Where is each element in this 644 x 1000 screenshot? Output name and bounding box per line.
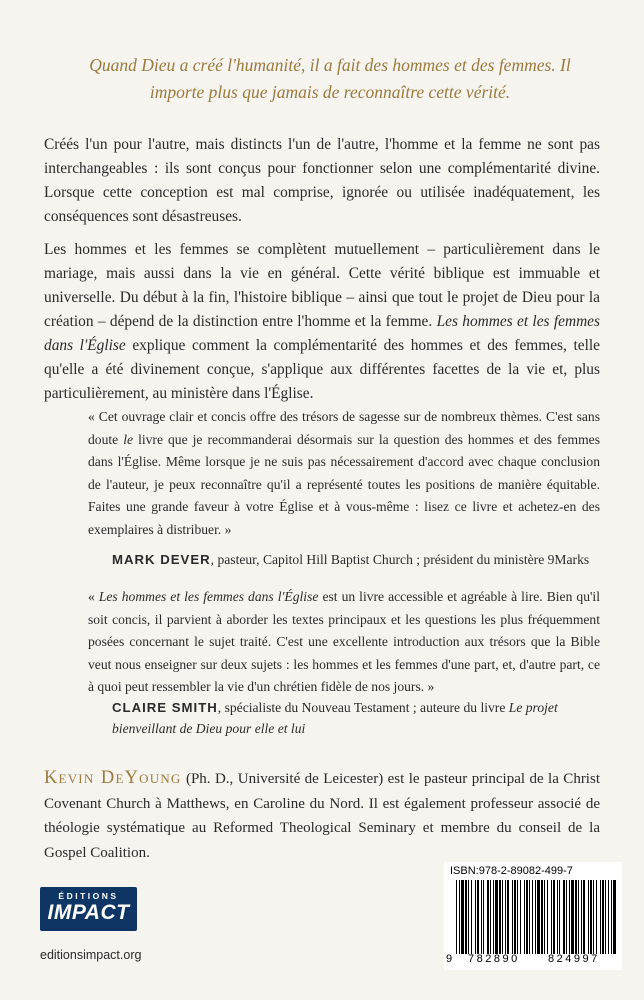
author-name: Kevin DeYoung	[44, 768, 182, 788]
author-bio-text: (Ph. D., Université de Leicester) est le pasteur principal de la Christ Covenant Church à Matthews, en Caroline du Nord. Il est également professeur associé de théologie systématique au Reformed Theological Seminary et membre du conseil de la Gospel Coalition.	[44, 771, 600, 861]
logo-bottom-text: IMPACT	[47, 901, 130, 924]
endorser-desc-2: , spécialiste du Nouveau Testament ; auteure du livre	[217, 700, 509, 715]
endorser-desc-1: , pasteur, Capitol Hill Baptist Church ; président du ministère 9Marks	[210, 552, 590, 567]
quote1-text-b: livre que je recommanderai désormais sur la question des hommes et des femmes dans l'Église. Même lorsque je ne suis pas nécessairement d'accord avec chaque conclusion de l'auteur, je peux reconnaître qu'il a représenté toutes les positions de manière équitable. Faites une grande faveur à votre Église et à vous-même : lisez ce livre et achetez-en des exemplaires à distribuer. »	[88, 431, 600, 537]
description-text-1: Les hommes et les femmes se complètent mutuellement – particulièrement dans le mariage, mais aussi dans la vie en général. Cette vérité biblique est immuable et universelle. Du début à la fin, l'histoire biblique – ainsi que tout le projet de Dieu pour la création – dépend de la distinction entre l'homme et la femme.	[44, 241, 600, 330]
description-paragraph	[44, 238, 600, 406]
quote2-open: «	[88, 589, 99, 604]
book-title: Les hommes et les femmes dans l'Église	[44, 313, 601, 354]
endorser-name-2: CLAIRE SMITH	[112, 700, 218, 715]
quote1-text-a: « Cet ouvrage clair et concis offre des trésors de sagesse sur de nombreux thèmes. C'est sans doute	[88, 409, 600, 447]
endorser-book-2: Le projet bienveillant de Dieu pour elle et lui	[112, 700, 558, 736]
barcode-digits-3: 824997	[548, 953, 600, 965]
isbn-label: ISBN:978-2-89082-499-7	[450, 865, 573, 877]
author-bio	[44, 766, 600, 865]
quote2-book-title: Les hommes et les femmes dans l'Église	[98, 589, 319, 604]
barcode-digits-2: 782890	[468, 953, 520, 965]
barcode-digit-1: 9	[446, 953, 453, 965]
intro-paragraph: Créés l'un pour l'autre, mais distincts l'un de l'autre, l'homme et la femme ne sont pas interchangeables : ils sont conçus pour fonctionner selon une complémentarité divine. Lorsque cette conception est mal comprise, ignorée ou utilisée inadéquatement, les conséquences sont désastreuses.	[44, 136, 600, 225]
endorsement-attribution-2	[112, 697, 600, 739]
endorsement-quote-1	[88, 406, 600, 541]
tagline: Quand Dieu a créé l'humanité, il a fait des hommes et des femmes. Il importe plus que jamais de reconnaître cette vérité.	[89, 55, 571, 102]
endorsement-attribution-1	[112, 549, 612, 570]
publisher-website[interactable]: editionsimpact.org	[40, 948, 142, 962]
quote1-emphasis: le	[123, 431, 134, 447]
endorsement-quote-2	[88, 586, 600, 699]
description-text-2: explique comment la complémentarité des hommes et des femmes, telle qu'elle a été divinement conçue, s'applique aux différentes facettes de la vie et, plus particulièrement, au ministère dans l'Église.	[44, 337, 600, 402]
quote2-text: est un livre accessible et agréable à lire. Bien qu'il soit concis, il parvient à aborder les textes principaux et les questions les plus fréquemment posées concernant le sujet traité. C'est une excellente introduction aux trésors que la Bible veut nous enseigner sur deux sujets : les hommes et les femmes d'une part, et, d'autre part, ce à quoi peut ressembler la vie d'un chrétien fidèle de nos jours. »	[88, 589, 600, 694]
barcode-icon	[454, 880, 620, 954]
endorser-name-1: MARK DEVER	[112, 552, 211, 567]
logo-top-text: ÉDITIONS	[58, 891, 119, 901]
barcode-box	[444, 862, 622, 970]
publisher-logo	[40, 887, 137, 931]
